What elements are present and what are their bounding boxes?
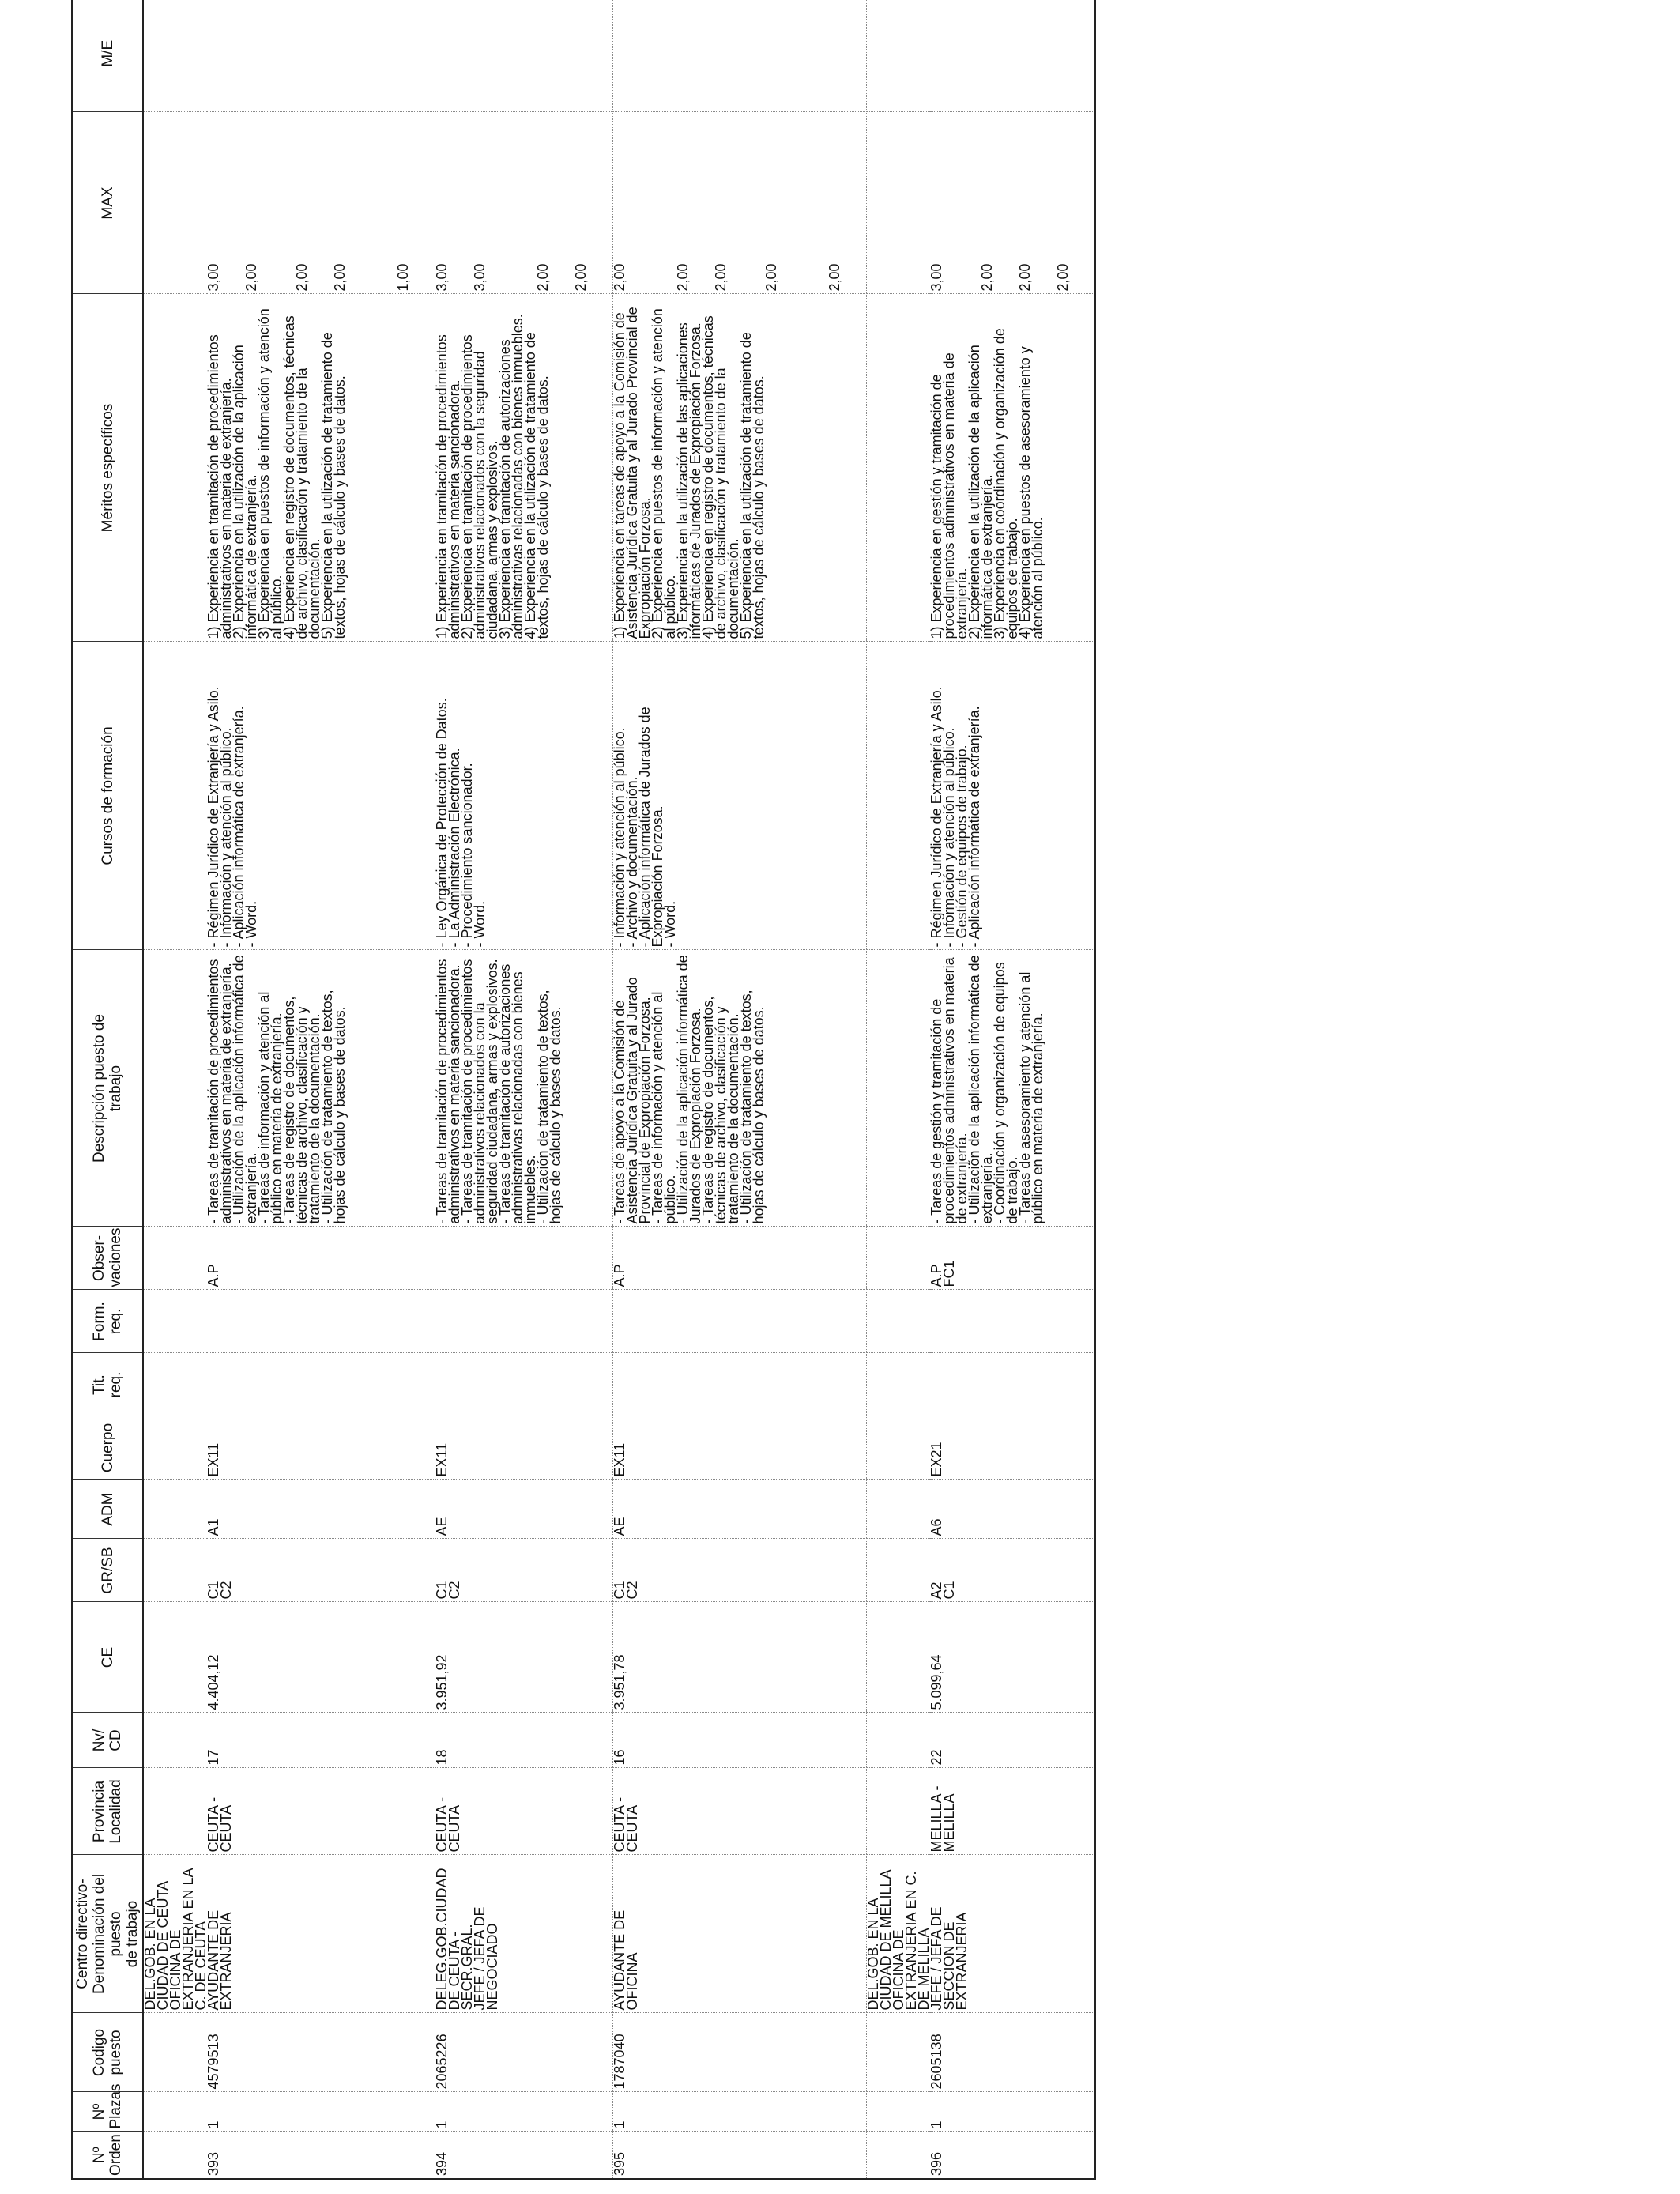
header-ce: CE bbox=[72, 1602, 143, 1713]
cell-provincia: CEUTA - CEUTA bbox=[207, 1768, 435, 1855]
cell-meritos bbox=[613, 294, 867, 642]
merit-item: 1) Experiencia en tareas de apoyo a la Comisión de Asistencia Jurídica Gratuita y al Jurado Provincial de Expropiación Forzosa. bbox=[612, 307, 653, 639]
header-me: M/E bbox=[72, 0, 143, 112]
merit-item: 1) Experiencia en gestión y tramitación de procedimientos administrativos en materia de extranjería. bbox=[929, 352, 970, 639]
cell-grsb: C1 C2 bbox=[207, 1539, 435, 1602]
cell-cursos: - Información y atención al público. - Archivo y documentación. - Aplicación informática de Jurados de Expropiación Forzosa. - Word. bbox=[613, 642, 867, 950]
cell-grsb: C1 C2 bbox=[613, 1539, 867, 1602]
merit-max: 2,00 bbox=[675, 263, 691, 292]
cell-cursos: - Ley Orgánica de Protección de Datos. - La Administración Electrónica. - Procedimiento sancionador. - Word. bbox=[435, 642, 613, 950]
merit-item: 2) Experiencia en puestos de información y atención al público. bbox=[650, 308, 678, 639]
cell-me bbox=[435, 0, 613, 112]
cell-orden: 393 bbox=[207, 2132, 435, 2179]
merit-max: 2,00 bbox=[1017, 263, 1033, 292]
cell-orden: 394 bbox=[435, 2132, 613, 2179]
cell-denominacion: JEFE / JEFA DE SECCION DE EXTRANJERIA bbox=[930, 1855, 1095, 2013]
header-nivel: Nv/ CD bbox=[72, 1713, 143, 1768]
cell-ce: 3.951,78 bbox=[613, 1602, 867, 1713]
cell-tit bbox=[613, 1353, 867, 1416]
merit-max: 2,00 bbox=[573, 263, 589, 292]
header-codigo: Codigo puesto bbox=[72, 2013, 143, 2092]
cell-grsb: C1 C2 bbox=[435, 1539, 613, 1602]
table-row bbox=[613, 0, 867, 2179]
merit-max: 2,00 bbox=[827, 263, 842, 292]
merit-item: 4) Experiencia en la utilización de tratamiento de textos, hojas de cálculo y bases de datos. bbox=[522, 332, 551, 639]
header-descripcion: Descripción puesto de trabajo bbox=[72, 950, 143, 1227]
merit-max: 2,00 bbox=[1055, 263, 1071, 292]
merit-item: 3) Experiencia en coordinación y organización de equipos de trabajo. bbox=[992, 328, 1020, 639]
org-line: OFICINA DE EXTRANJERIA EN LA C. DE CEUTA bbox=[168, 1868, 209, 2011]
cell-ce: 4.404,12 bbox=[207, 1602, 435, 1713]
header-obs: Obser- vaciones bbox=[72, 1227, 143, 1290]
cell-meritos bbox=[207, 294, 435, 642]
cell-cuerpo: EX11 bbox=[613, 1416, 867, 1480]
cell-cursos: - Régimen Jurídico de Extranjería y Asilo. - Información y atención al público. - Aplicación informática de extranjería. - Word. bbox=[207, 642, 435, 950]
cell-meritos bbox=[930, 294, 1095, 642]
merit-max: 2,00 bbox=[535, 263, 551, 292]
cell-provincia: CEUTA - CEUTA bbox=[435, 1768, 613, 1855]
header-max: MAX bbox=[72, 112, 143, 294]
cell-meritos bbox=[435, 294, 613, 642]
cell-ce: 3.951,92 bbox=[435, 1602, 613, 1713]
merit-max: 1,00 bbox=[395, 263, 411, 292]
cell-max bbox=[613, 112, 867, 294]
merit-max: 3,00 bbox=[472, 263, 488, 292]
header-tit: Tit. req. bbox=[72, 1353, 143, 1416]
header-cursos: Cursos de formación bbox=[72, 642, 143, 950]
merit-item: 3) Experiencia en puestos de información y atención al público. bbox=[256, 308, 284, 639]
header-row bbox=[72, 0, 143, 2179]
cell-orden: 395 bbox=[613, 2132, 867, 2179]
cell-provincia: CEUTA - CEUTA bbox=[613, 1768, 867, 1855]
merit-item: 4) Experiencia en puestos de asesoramiento y atención al público. bbox=[1017, 346, 1045, 639]
merit-max: 3,00 bbox=[929, 263, 944, 292]
cell-codigo: 2605138 bbox=[930, 2013, 1095, 2092]
org-header-row bbox=[143, 0, 207, 2179]
merit-max: 2,00 bbox=[713, 263, 729, 292]
cell-max bbox=[207, 112, 435, 294]
cell-form bbox=[930, 1290, 1095, 1353]
cell-plazas: 1 bbox=[435, 2092, 613, 2132]
cell-form bbox=[435, 1290, 613, 1353]
merit-item: 5) Experiencia en la utilización de tratamiento de textos, hojas de cálculo y bases de datos. bbox=[738, 332, 767, 639]
table-row bbox=[435, 0, 613, 2179]
merit-max: 2,00 bbox=[332, 263, 348, 292]
merit-item: 2) Experiencia en tramitación de procedimientos administrativos relacionados con la seguridad ciudadana, armas y explosivos. bbox=[459, 334, 500, 639]
table-row bbox=[207, 0, 435, 2179]
cell-denominacion: AYUDANTE DE EXTRANJERIA bbox=[207, 1855, 435, 2013]
cell-codigo: 2065226 bbox=[435, 2013, 613, 2092]
cell-codigo: 1787040 bbox=[613, 2013, 867, 2092]
merit-max: 2,00 bbox=[612, 263, 627, 292]
org-name bbox=[867, 1855, 931, 2013]
merit-item: 5) Experiencia en la utilización de tratamiento de textos, hojas de cálculo y bases de datos. bbox=[319, 332, 348, 639]
cell-nivel: 16 bbox=[613, 1713, 867, 1768]
cell-adm: A6 bbox=[930, 1480, 1095, 1539]
header-cuerpo: Cuerpo bbox=[72, 1416, 143, 1480]
org-line: DEL.GOB. EN LA CIUDAD DE MELILLA bbox=[865, 1869, 894, 2011]
merit-max: 3,00 bbox=[434, 263, 450, 292]
cell-descripcion: - Tareas de gestión y tramitación de procedimientos administrativos en materia de extranjería. - Utilización de la aplicación informática de extranjería. - Coordinación y organización de equipos de trabajo. - Tareas de asesoramiento y atención al público en materia de extranjería. bbox=[930, 950, 1095, 1227]
cell-adm: AE bbox=[435, 1480, 613, 1539]
cell-obs: A.P bbox=[613, 1227, 867, 1290]
header-orden: Nº Orden bbox=[72, 2132, 143, 2179]
header-adm: ADM bbox=[72, 1480, 143, 1539]
org-line: OFICINA DE EXTRANJERIA EN C. DE MELILLA bbox=[891, 1871, 932, 2011]
cell-denominacion: AYUDANTE DE OFICINA bbox=[613, 1855, 867, 2013]
merit-max: 2,00 bbox=[979, 263, 995, 292]
cell-form bbox=[613, 1290, 867, 1353]
merit-max: 2,00 bbox=[294, 263, 310, 292]
cell-me bbox=[930, 0, 1095, 112]
cell-me bbox=[207, 0, 435, 112]
header-plazas: Nº Plazas bbox=[72, 2092, 143, 2132]
header-provincia: Provincia Localidad bbox=[72, 1768, 143, 1855]
cell-ce: 5.099,64 bbox=[930, 1602, 1095, 1713]
header-form: Form. req. bbox=[72, 1290, 143, 1353]
header-meritos: Méritos específicos bbox=[72, 294, 143, 642]
cell-denominacion bbox=[435, 1855, 613, 2013]
merit-item: 3) Experiencia en tramitación de autorizaciones administrativas relacionadas con bienes inmuebles. bbox=[497, 314, 525, 639]
merit-item: 3) Experiencia en la utilización de las aplicaciones informáticas de Jurados de Expropiación Forzosa. bbox=[675, 322, 703, 639]
cell-grsb: A2 C1 bbox=[930, 1539, 1095, 1602]
org-line: DELEG.GOB.CIUDAD DE CEUTA - SECR.GRAL. bbox=[434, 1868, 475, 2011]
cell-tit bbox=[930, 1353, 1095, 1416]
org-name bbox=[143, 1855, 207, 2013]
cell-tit bbox=[207, 1353, 435, 1416]
cell-cuerpo: EX11 bbox=[207, 1416, 435, 1480]
cell-descripcion: - Tareas de tramitación de procedimientos administrativos en materia sancionadora. - Tareas de tramitación de procedimientos administrativos relacionados con la seguridad ciudadana, armas y explosivos. - Tareas de tramitación de autorizaciones administrativas relacionadas con bienes inmuebles. - Utilización de tratamiento de textos, hojas de cálculo y bases de datos. bbox=[435, 950, 613, 1227]
cell-me bbox=[613, 0, 867, 112]
cell-tit bbox=[435, 1353, 613, 1416]
cell-orden: 396 bbox=[930, 2132, 1095, 2179]
job-positions-table bbox=[71, 0, 1096, 2180]
cell-plazas: 1 bbox=[207, 2092, 435, 2132]
cell-obs bbox=[435, 1227, 613, 1290]
cell-nivel: 18 bbox=[435, 1713, 613, 1768]
cell-nivel: 17 bbox=[207, 1713, 435, 1768]
merit-item: 4) Experiencia en registro de documentos, técnicas de archivo, clasificación y tratamiento de la documentación. bbox=[700, 315, 741, 639]
cell-descripcion: - Tareas de tramitación de procedimientos administrativos en materia de extranjería. - Utilización de la aplicación informática de extranjería. - Tareas de información y atención al público en materia de extranjería. - Tareas de registro de documentos, técnicas de archivo, clasificación y tratamiento de la documentación. - Utilización de tratamiento de textos, hojas de cálculo y bases de datos. bbox=[207, 950, 435, 1227]
cell-codigo: 4579513 bbox=[207, 2013, 435, 2092]
cell-cuerpo: EX21 bbox=[930, 1416, 1095, 1480]
header-grsb: GR/SB bbox=[72, 1539, 143, 1602]
cell-obs: A.P bbox=[207, 1227, 435, 1290]
merit-max: 2,00 bbox=[243, 263, 259, 292]
cell-nivel: 22 bbox=[930, 1713, 1095, 1768]
merit-max: 3,00 bbox=[205, 263, 221, 292]
merit-item: 2) Experiencia en la utilización de la aplicación informática de extranjería. bbox=[966, 345, 995, 639]
org-header-row bbox=[867, 0, 931, 2179]
cell-plazas: 1 bbox=[930, 2092, 1095, 2132]
cell-cursos: - Régimen Jurídico de Extranjería y Asilo. - Información y atención al público. - Gestión de equipos de trabajo. - Aplicación informática de extranjería. bbox=[930, 642, 1095, 950]
merit-item: 2) Experiencia en la utilización de la aplicación informática de extranjería. bbox=[231, 345, 259, 639]
merit-item: 1) Experiencia en tramitación de procedimientos administrativos en materia sancionadora. bbox=[434, 334, 462, 639]
merit-item: 4) Experiencia en registro de documentos, técnicas de archivo, clasificación y tratamiento de la documentación. bbox=[281, 315, 322, 639]
position-name: JEFE / JEFA DE NEGOCIADO bbox=[472, 1906, 500, 2011]
cell-max bbox=[930, 112, 1095, 294]
cell-plazas: 1 bbox=[613, 2092, 867, 2132]
cell-adm: AE bbox=[613, 1480, 867, 1539]
merit-item: 1) Experiencia en tramitación de procedimientos administrativos en materia de extranjería. bbox=[205, 334, 234, 639]
cell-form bbox=[207, 1290, 435, 1353]
header-centro: Centro directivo- Denominación del puesto de trabajo bbox=[72, 1855, 143, 2013]
org-line: DEL.GOB. EN LA CIUDAD DE CEUTA bbox=[142, 1880, 171, 2011]
table-row bbox=[930, 0, 1095, 2179]
cell-max bbox=[435, 112, 613, 294]
cell-provincia: MELILLA - MELILLA bbox=[930, 1768, 1095, 1855]
cell-obs: A.P FC1 bbox=[930, 1227, 1095, 1290]
cell-cuerpo: EX11 bbox=[435, 1416, 613, 1480]
cell-descripcion: - Tareas de apoyo a la Comisión de Asistencia Jurídica Gratuita y al Jurado Provincial de Expropiación Forzosa. - Tareas de información y atención al público. - Utilización de la aplicación informática de Jurados de Expropiación Forzosa. - Tareas de registro de documentos, técnicas de archivo, clasificación y tratamiento de la documentación. - Utilización de tratamiento de textos, hojas de cálculo y bases de datos. bbox=[613, 950, 867, 1227]
merit-max: 2,00 bbox=[763, 263, 779, 292]
cell-adm: A1 bbox=[207, 1480, 435, 1539]
